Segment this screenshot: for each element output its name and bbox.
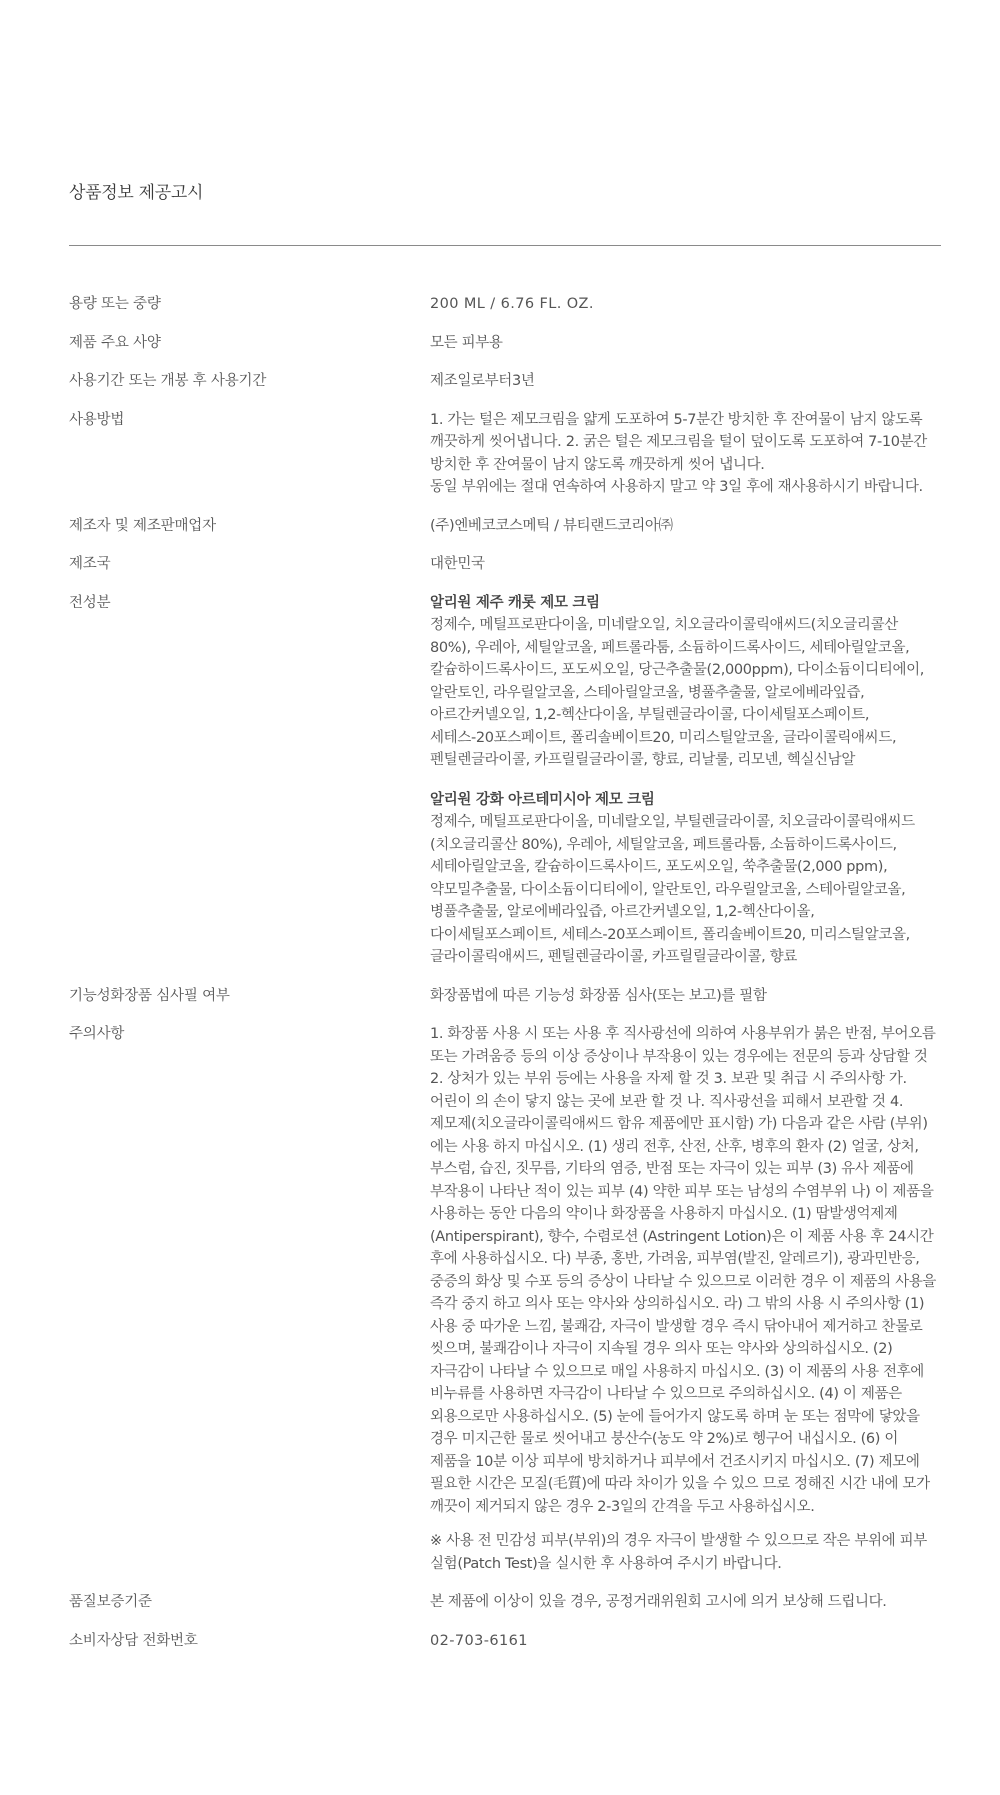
usage-paragraph: 1. 가는 털은 제모크림을 얇게 도포하여 5-7분간 방치한 후 잔여물이 남지 않도록 깨끗하게 씻어냅니다. 2. 굵은 털은 제모크림을 털이 덮이도록 도포하여 7-10분간 방치한 후 잔여물이 남지 않도록 깨끗하게 씻어 냅니다. (430, 411, 927, 473)
ingredient-list: 정제수, 메틸프로판다이올, 미네랄오일, 부틸렌글라이콜, 치오글라이콜릭애씨드(치오글리콜산 80%), 우레아, 세틸알코올, 페트롤라툼, 소듐하이드록사이드, 세테아릴알코올, 칼슘하이드록사이드, 포도씨오일, 쑥추출물(2,000 ppm), 약모밀추출물, 다이소듐이디티에이, 알란토인, 라우릴알코올, 스테아릴알코올, 병풀추출물, 알로에베라잎즙, 아르간커넬오일, 1,2-헥산다이올, 다이세틸포스페이트, 세테스-20포스페이트, 폴리솔베이트20, 미리스틸알코올, 글라이콜릭애씨드, 펜틸렌글라이콜, 카프릴릴글라이콜, 향료 (430, 814, 915, 965)
spec-row-caution (69, 1023, 941, 1575)
ingredient-block (430, 592, 941, 772)
ingredient-block (430, 789, 941, 969)
spec-value: (주)엔베코코스메틱 / 뷰티랜드코리아㈜ (430, 517, 673, 534)
spec-row-volume (69, 293, 941, 316)
spec-label: 전성분 (69, 594, 111, 611)
product-name: 알리원 강화 아르테미시아 제모 크림 (430, 791, 655, 808)
spec-label: 사용방법 (69, 411, 125, 428)
spec-label: 사용기간 또는 개봉 후 사용기간 (69, 373, 267, 389)
spec-value: 대한민국 (430, 556, 485, 572)
spec-label: 용량 또는 중량 (69, 296, 161, 312)
spec-label: 제조국 (69, 556, 111, 572)
spec-value: 02-703-6161 (430, 1632, 528, 1649)
spec-value: 제조일로부터3년 (430, 373, 535, 389)
spec-row-spec (69, 332, 941, 355)
spec-row-period (69, 370, 941, 393)
spec-label: 품질보증기준 (69, 1594, 152, 1610)
spec-row-usage (69, 409, 941, 499)
spec-row-phone (69, 1630, 941, 1653)
spec-row-country (69, 553, 941, 576)
usage-paragraph: 동일 부위에는 절대 연속하여 사용하지 말고 약 3일 후에 재사용하시기 바랍니다. (430, 479, 923, 495)
spec-label: 제품 주요 사양 (69, 334, 161, 351)
product-info-table (69, 293, 941, 1668)
caution-note: ※ 사용 전 민감성 피부(부위)의 경우 자극이 발생할 수 있으므로 작은 부위에 피부 실험(Patch Test)을 실시한 후 사용하여 주시기 바랍니다. (430, 1533, 927, 1572)
spec-row-quality (69, 1591, 941, 1614)
spec-value: 화장품법에 따른 기능성 화장품 심사(또는 보고)를 필함 (430, 987, 767, 1004)
spec-value (430, 1023, 941, 1575)
spec-value: 모든 피부용 (430, 334, 503, 351)
caution-text: 1. 화장품 사용 시 또는 사용 후 직사광선에 의하여 사용부위가 붉은 반점, 부어오름 또는 가려움증 등의 이상 증상이나 부작용이 있는 경우에는 전문의 등과 상담할 것 2. 상처가 있는 부위 등에는 사용을 자제 할 것 3. 보관 및 취급 시 주의사항 가. 어린이 의 손이 닿지 않는 곳에 보관 할 것 나. 직사광선을 피해서 보관할 것 4. 제모제(치오글라이콜릭애씨드 함유 제품에만 표시함) 가) 다음과 같은 사람 (부위)에는 사용 하지 마십시오. (1) 생리 전후, 산전, 산후, 병후의 환자 (2) 얼굴, 상처, 부스럼, 습진, 짓무름, 기타의 염증, 반점 또는 자극이 있는 피부 (3) 유사 제품에 부작용이 나타난 적이 있는 피부 (4) 약한 피부 또는 남성의 수염부위 나) 이 제품을 사용하는 동안 다음의 약이나 화장품을 사용하지 마십시오. (1) 땀발생억제제(Antiperspirant), 향수, 수렴로션 (Astringent Lotion)은 이 제품 사용 후 24시간 후에 사용하십시오. 다) 부종, 홍반, 가려움, 피부염(발진, 알레르기), 광과민반응, 중증의 화상 및 수포 등의 증상이 나타날 수 있으므로 이러한 경우 이 제품의 사용을 즉각 중지 하고 의사 또는 약사와 상의하십시오. 라) 그 밖의 사용 시 주의사항 (1) 사용 중 따가운 느낌, 불쾌감, 자극이 발생할 경우 즉시 닦아내어 제거하고 찬물로 씻으며, 불쾌감이나 자극이 지속될 경우 의사 또는 약사와 상의하십시오. (2) 자극감이 나타날 수 있으므로 매일 사용하지 마십시오. (3) 이 제품의 사용 전후에 비누류를 사용하면 자극감이 나타날 수 있으므로 주의하십시오. (4) 이 제품은 외용으로만 사용하십시오. (5) 눈에 들어가지 않도록 하며 눈 또는 점막에 닿았을 경우 미지근한 물로 씻어내고 붕산수(농도 약 2%)로 헹구어 내십시오. (6) 이 제품을 10분 이상 피부에 방치하거나 피부에서 건조시키지 마십시오. (7) 제모에 필요한 시간은 모질(毛質)에 따라 차이가 있을 수 있으 므로 정해진 시간 내에 모가 깨끗이 제거되지 않은 경우 2-3일의 간격을 두고 사용하십시오. (430, 1026, 937, 1515)
spec-row-functional (69, 985, 941, 1008)
ingredient-list: 정제수, 메틸프로판다이올, 미네랄오일, 치오글라이콜릭애씨드(치오글리콜산 80%), 우레아, 세틸알코올, 페트롤라툼, 소듐하이드록사이드, 세테아릴알코올, 칼슘하이드록사이드, 포도씨오일, 당근추출물(2,000ppm), 다이소듐이디티에이, 알란토인, 라우릴알코올, 스테아릴알코올, 병풀추출물, 알로에베라잎즙, 아르간커넬오일, 1,2-헥산다이올, 부틸렌글라이콜, 다이세틸포스페이트, 세테스-20포스페이트, 폴리솔베이트20, 미리스틸알코올, 글라이콜릭애씨드, 펜틸렌글라이콜, 카프릴릴글라이콜, 향료, 리날룰, 리모넨, 헥실신남알 (430, 617, 925, 768)
spec-row-maker (69, 515, 941, 538)
spec-label: 제조자 및 제조판매업자 (69, 517, 216, 534)
spec-value (430, 592, 941, 969)
page-title: 상품정보 제공고시 (69, 183, 204, 203)
product-name: 알리원 제주 캐롯 제모 크림 (430, 594, 600, 611)
title-divider (69, 245, 941, 246)
spec-label: 소비자상담 전화번호 (69, 1632, 198, 1649)
spec-label: 기능성화장품 심사필 여부 (69, 987, 230, 1004)
spec-value (430, 409, 941, 499)
spec-row-ingredients (69, 592, 941, 969)
spec-value: 200 ML / 6.76 FL. OZ. (430, 296, 594, 312)
spec-value: 본 제품에 이상이 있을 경우, 공정거래위원회 고시에 의거 보상해 드립니다. (430, 1594, 887, 1610)
spec-label: 주의사항 (69, 1026, 125, 1042)
